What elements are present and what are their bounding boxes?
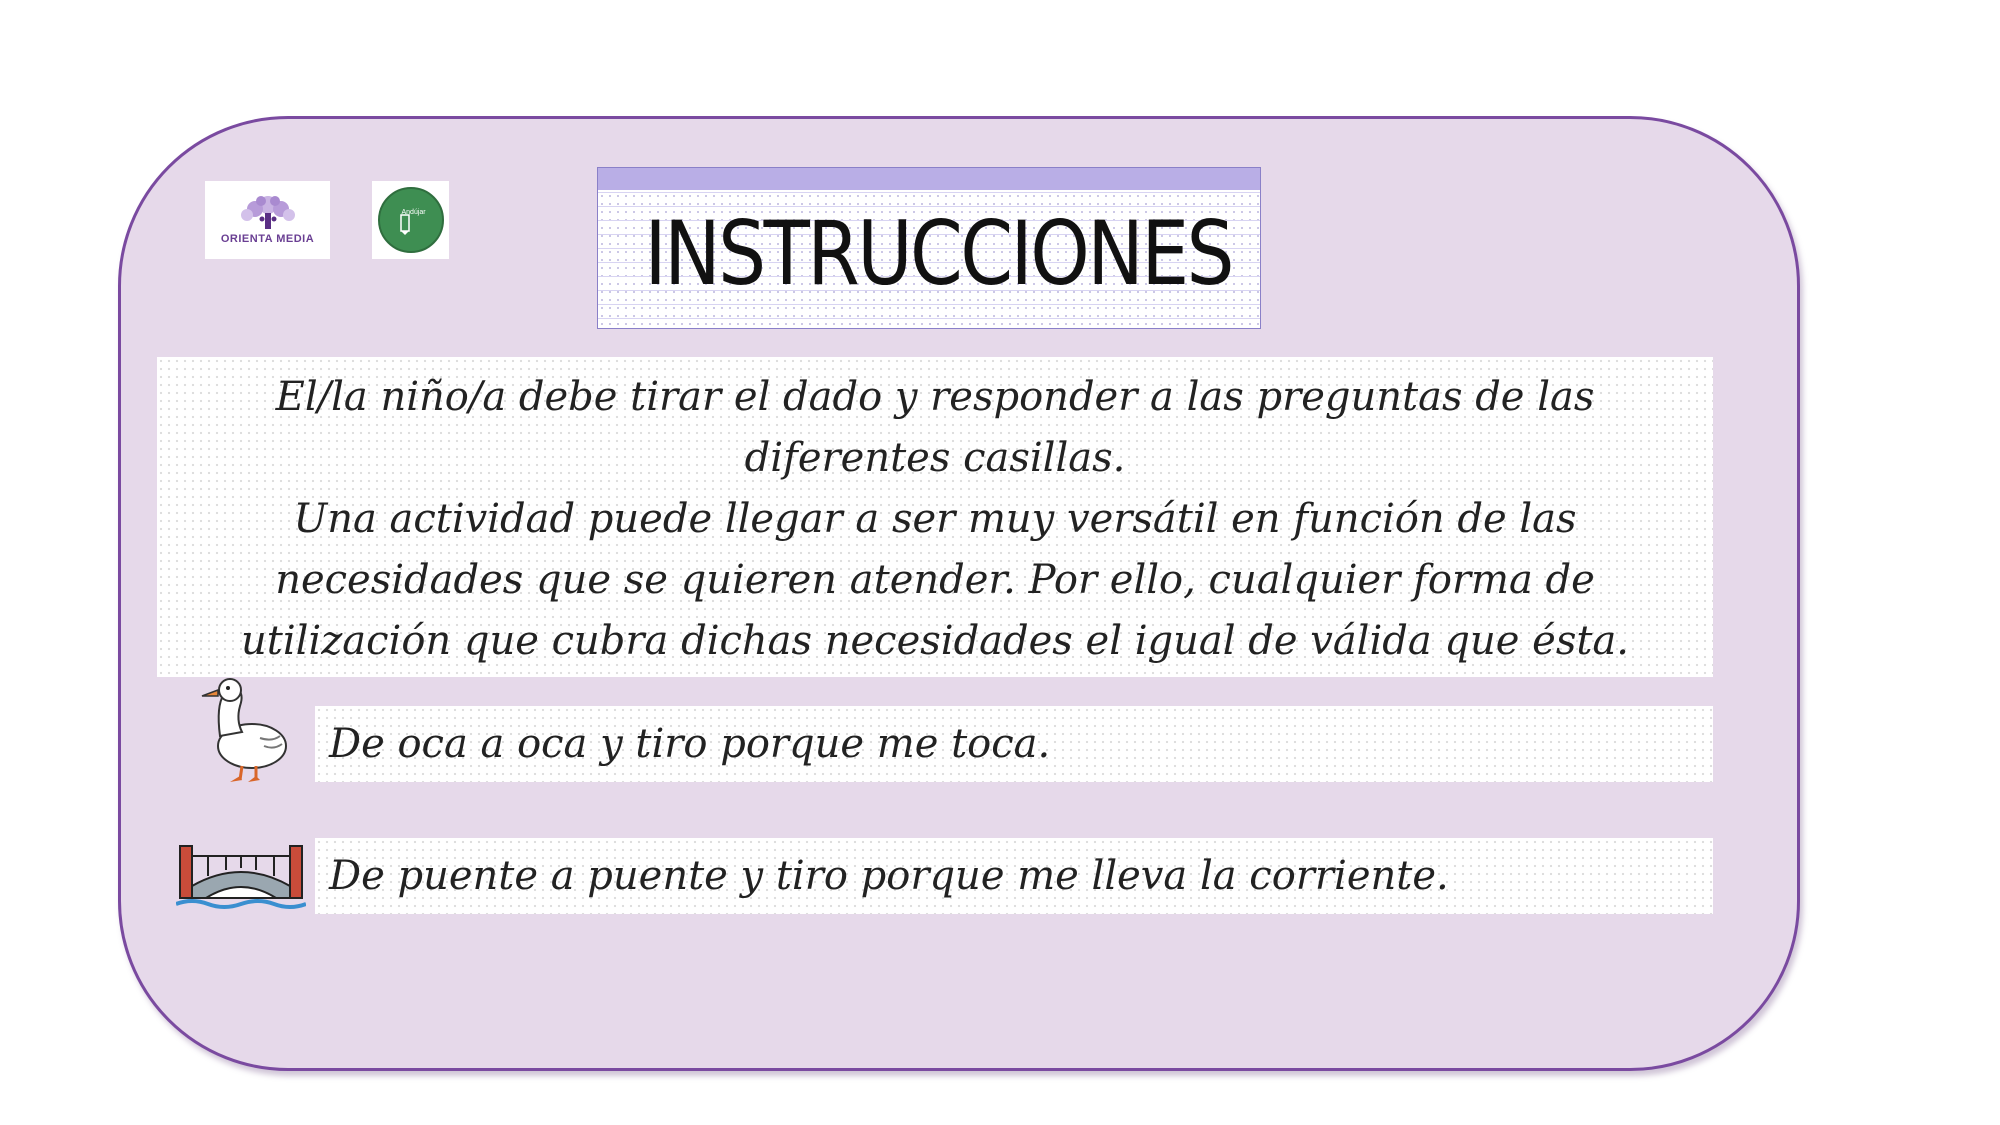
instruction-paragraph-1: El/la niño/a debe tirar el dado y responder a las preguntas de las diferentes casillas.	[275, 374, 1595, 481]
rule-puente-text: De puente a puente y tiro porque me lleva la corriente.	[329, 853, 1449, 899]
title-bar	[598, 168, 1260, 190]
orienta-media-logo	[205, 181, 330, 259]
rule-oca	[315, 706, 1713, 782]
rule-oca-text: De oca a oca y tiro porque me toca.	[329, 721, 1051, 767]
page-title: INSTRUCCIONES	[644, 202, 1233, 305]
bridge-icon	[176, 840, 306, 912]
instruction-paragraph-2: Una actividad puede llegar a ser muy versátil en función de las necesidades que se quieren atender. Por ello, cualquier forma de utilización que cubra dichas necesidades el igual de válida que ésta.	[240, 496, 1630, 664]
duck-icon	[190, 676, 292, 786]
green-circle-logo	[372, 181, 449, 259]
tree-icon	[233, 193, 303, 231]
pencil-icon	[398, 213, 412, 235]
green-logo-text: Andújar	[401, 209, 426, 216]
instructions-text-box	[157, 357, 1713, 677]
rule-puente	[315, 838, 1713, 914]
orienta-brand-text: ORIENTA MEDIA	[220, 233, 315, 245]
title-panel	[597, 167, 1261, 329]
green-disc	[378, 187, 444, 253]
